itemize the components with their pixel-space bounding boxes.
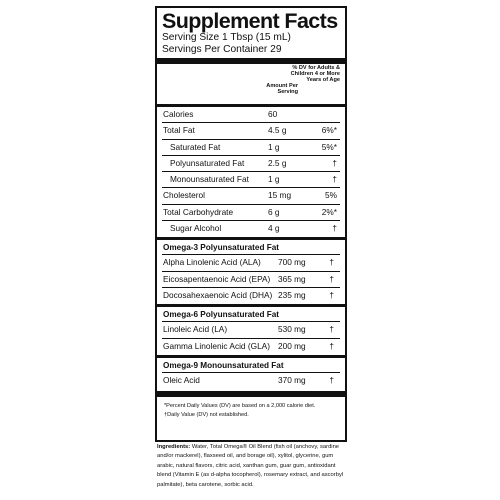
omega3-row-dha [162,288,340,304]
omega6-heading: Omega-6 Polyunsaturated Fat [162,307,340,322]
nutrient-name: Total Fat [163,125,195,136]
omega6-row-la [162,322,340,338]
footnote-dv-not-established: †Daily Value (DV) not established. [164,412,249,419]
serving-size: Serving Size 1 Tbsp (15 mL) [162,32,291,43]
nutrient-amount: 4 g [268,223,280,234]
nutrient-amount: 6 g [268,206,280,217]
omega9-row-oleic [162,373,340,389]
nutrient-amount: 700 mg [278,257,306,268]
nutrient-row-total-fat [162,123,340,139]
panel-title: Supplement Facts [162,9,338,33]
nutrient-name: Alpha Linolenic Acid (ALA) [163,257,261,268]
nutrient-dv: 6%* [321,125,337,136]
nutrient-row-calories [162,107,340,123]
footnotes [162,397,340,420]
nutrient-name: Cholesterol [163,190,205,201]
nutrient-name: Total Carbohydrate [163,206,234,217]
omega3-row-ala [162,255,340,271]
nutrient-amount: 1 g [268,174,280,185]
column-header [162,64,340,104]
nutrient-amount: 2.5 g [268,157,287,168]
nutrient-amount: 15 mg [268,190,292,201]
nutrient-row-saturated-fat [162,140,340,156]
omega3-row-epa [162,272,340,288]
nutrient-amount: 60 [268,109,278,119]
nutrient-row-polyunsaturated-fat [162,156,340,172]
nutrient-name: Saturated Fat [170,141,221,152]
nutrient-name: Eicosapentaenoic Acid (EPA) [163,273,271,284]
supplement-facts-panel [155,6,347,442]
omega6-row-gla [162,339,340,355]
nutrient-name: Calories [163,109,194,119]
nutrient-name: Oleic Acid [163,374,200,385]
nutrient-row-monounsaturated-fat [162,172,340,188]
servings-per-container: Servings Per Container 29 [162,44,282,55]
nutrient-dv: † [332,157,337,168]
nutrient-dv: † [329,273,334,284]
nutrient-dv: † [332,223,337,234]
omega3-heading: Omega-3 Polyunsaturated Fat [162,240,340,255]
nutrient-row-total-carbohydrate [162,205,340,221]
nutrient-name: Sugar Alcohol [170,223,222,234]
nutrient-name: Linoleic Acid (LA) [163,324,228,335]
nutrient-amount: 365 mg [278,273,306,284]
dv-header: % DV for Adults & Children 4 or More Years of Age [290,65,340,83]
nutrient-name: Docosahexaenoic Acid (DHA) [163,289,273,300]
nutrient-dv: † [329,289,334,300]
nutrient-name: Monounsaturated Fat [170,174,249,185]
nutrient-amount: 1 g [268,141,280,152]
ingredients-statement [155,443,349,490]
ingredients-label: Ingredients: [157,444,191,450]
nutrient-amount: 4.5 g [268,125,287,136]
nutrient-amount: 200 mg [278,340,306,351]
nutrient-dv: † [332,174,337,185]
ingredients-text: Water, Total Omega® Oil Blend (fish oil (anchovy, sardine and/or mackerel), flaxseed oil, and borage oil), xylitol, glycerine, gum arabic, natural flavors, citric acid, xanthan gum, guar gum, antioxidant blend (Vitamin E (as d-alpha tocopherol), rosemary extract, and ascorbyl palmitate), beta carotene, sorbic acid. [157,444,344,488]
nutrient-dv: 5% [325,190,337,201]
nutrient-name: Gamma Linolenic Acid (GLA) [163,340,270,351]
nutrient-row-cholesterol [162,188,340,204]
nutrient-dv: 2%* [321,206,337,217]
nutrient-dv: † [329,257,334,268]
nutrient-amount: 370 mg [278,374,306,385]
nutrient-dv: † [329,374,334,385]
amount-header: Amount Per Serving [266,83,298,95]
omega9-heading: Omega-9 Monounsaturated Fat [162,358,340,373]
nutrient-amount: 235 mg [278,289,306,300]
footnote-percent-dv: *Percent Daily Values (DV) are based on a 2,000 calorie diet. [164,403,316,410]
nutrient-dv: 5%* [321,141,337,152]
nutrient-dv: † [329,324,334,335]
nutrient-dv: † [329,340,334,351]
nutrient-amount: 530 mg [278,324,306,335]
nutrient-row-sugar-alcohol [162,221,340,237]
nutrient-name: Polyunsaturated Fat [170,157,245,168]
